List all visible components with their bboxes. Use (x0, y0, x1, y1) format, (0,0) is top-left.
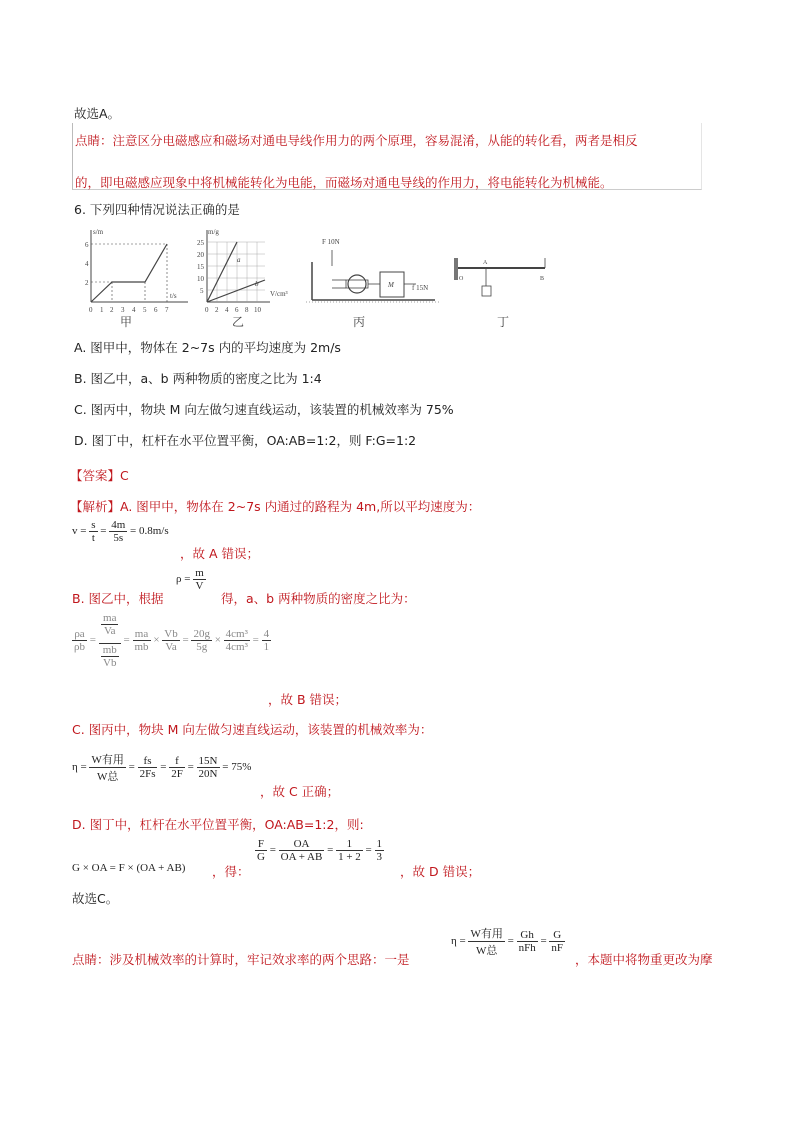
question-6: 6. 下列四种情况说法正确的是 (74, 202, 240, 217)
svg-text:3: 3 (121, 306, 125, 314)
figures-panel (70, 222, 560, 330)
svg-text:6: 6 (85, 241, 89, 249)
analysis-d-mid: ，得： (212, 864, 250, 879)
equation-a: v = $\frac{s}{t}$ = $\frac{4m}{5s}$ = 0.8m/s (72, 519, 169, 544)
analysis-d-conclusion: ，故 D 错误； (400, 864, 481, 879)
jia-xlabel: t/s (170, 292, 177, 300)
svg-text:4: 4 (85, 260, 89, 268)
bing-force: F 10N (322, 238, 340, 246)
tip2-tail: ，本题中将物重更改为摩 (575, 952, 713, 967)
svg-text:1: 1 (100, 306, 104, 314)
bing-caption: 丙 (353, 315, 366, 329)
tip1-line2: 的，即电磁感应现象中将机械能转化为电能，而磁场对通电导线的作用力，将电能转化为机械能。 (75, 175, 613, 190)
yi-line-b: b (255, 280, 259, 288)
svg-text:4: 4 (225, 306, 229, 314)
yi-ylabel: m/g (208, 228, 219, 236)
analysis-b-post: 得，a、b 两种物质的密度之比为： (221, 591, 416, 606)
analysis-c-conclusion: ，故 C 正确； (260, 784, 340, 799)
figure-jia (85, 228, 188, 329)
bing-friction: f 15N (412, 284, 429, 292)
svg-text:2: 2 (85, 279, 89, 287)
analysis-a-conclusion: ，故 A 错误； (180, 546, 259, 561)
analysis-b-conclusion: ，故 B 错误； (268, 692, 348, 707)
analysis-label: 【解析】 (70, 499, 121, 514)
option-a: A. 图甲中，物体在 2~7s 内的平均速度为 2m/s (74, 340, 341, 355)
svg-text:O: O (459, 276, 464, 282)
answer: 【答案】C (70, 468, 129, 483)
svg-text:25: 25 (197, 239, 204, 247)
jia-caption: 甲 (120, 315, 133, 329)
equation-d2: $\frac{F}{G}$ = $\frac{OA}{OA + AB}$ = $\frac{1}{1 + 2}$ = $\frac{1}{3}$ (257, 838, 382, 863)
svg-text:2: 2 (215, 306, 219, 314)
analysis-c-text: C. 图丙中，物块 M 向左做匀速直线运动，该装置的机械效率为： (72, 722, 433, 737)
option-b: B. 图乙中，a、b 两种物质的密度之比为 1:4 (74, 371, 322, 386)
conclusion-previous: 故选A。 (74, 106, 121, 121)
tip2-text: 点睛：涉及机械效率的计算时，牢记效求率的两个思路：一是 (72, 952, 410, 967)
analysis-d-text: D. 图丁中，杠杆在水平位置平衡，OA:AB=1:2，则: (72, 817, 364, 832)
analysis-b-pre: B. 图乙中，根据 (72, 591, 164, 606)
svg-text:8: 8 (245, 306, 249, 314)
svg-text:A: A (483, 260, 488, 266)
svg-text:20: 20 (197, 251, 204, 259)
svg-text:5: 5 (200, 287, 204, 295)
analysis-a-text: 【解析】A. 图甲中，物体在 2~7s 内通过的路程为 4m,所以平均速度为： (70, 499, 481, 514)
svg-text:7: 7 (165, 306, 169, 314)
svg-text:15: 15 (197, 263, 204, 271)
option-d: D. 图丁中，杠杆在水平位置平衡，OA:AB=1:2，则 F:G=1:2 (74, 433, 417, 448)
equation-d1: G × OA = F × (OA + AB) (72, 862, 186, 874)
svg-text:10: 10 (254, 306, 261, 314)
figure-ding (454, 258, 545, 329)
svg-text:0: 0 (205, 306, 209, 314)
equation-c: η = $\frac{\text{W有用}}{\text{W总}}$ = $\frac{fs}{2Fs}$ = $\frac{f}{2F}$ = $\frac{15N}{20N}$ = 75% (72, 751, 251, 784)
equation-tip2: η = $\frac{\text{W有用}}{\text{W总}}$ = $\frac{Gh}{\text{nFh}}$ = $\frac{G}{nF}$ (451, 925, 565, 958)
yi-line-a: a (237, 256, 241, 264)
svg-text:6: 6 (235, 306, 239, 314)
svg-text:B: B (540, 276, 545, 282)
ding-caption: 丁 (497, 315, 510, 329)
svg-text:2: 2 (110, 306, 114, 314)
svg-text:4: 4 (132, 306, 136, 314)
bing-block: M (388, 281, 394, 289)
svg-text:6: 6 (154, 306, 158, 314)
svg-text:0: 0 (89, 306, 93, 314)
tip1-line1: 点睛：注意区分电磁感应和磁场对通电导线作用力的两个原理，容易混淆，从能的转化看，两者是相反 (75, 133, 638, 148)
density-formula: ρ = $\frac{m}{V}$ (176, 567, 204, 592)
yi-caption: 乙 (232, 315, 245, 329)
jia-ylabel: s/m (93, 228, 104, 236)
figure-bing (306, 238, 440, 329)
option-c: C. 图丙中，物块 M 向左做匀速直线运动，该装置的机械效率为 75% (74, 402, 454, 417)
yi-xlabel: V/cm³ (270, 290, 288, 298)
figure-yi (197, 228, 288, 329)
svg-text:5: 5 (143, 306, 147, 314)
equation-b: $\frac{\rho a}{\rho b}$ = $\frac{\frac{ma}{Va}}{\frac{mb}{Vb}}$ = $\frac{ma}{mb}$ × $\frac{Vb}{Va}$ = $\frac{20g}{5g}$ × $\frac{\text{4cm³}}{\text{4cm³}}$ = $\frac{4}{1}$ (74, 612, 270, 669)
svg-text:10: 10 (197, 275, 204, 283)
final-conclusion: 故选C。 (72, 891, 119, 906)
